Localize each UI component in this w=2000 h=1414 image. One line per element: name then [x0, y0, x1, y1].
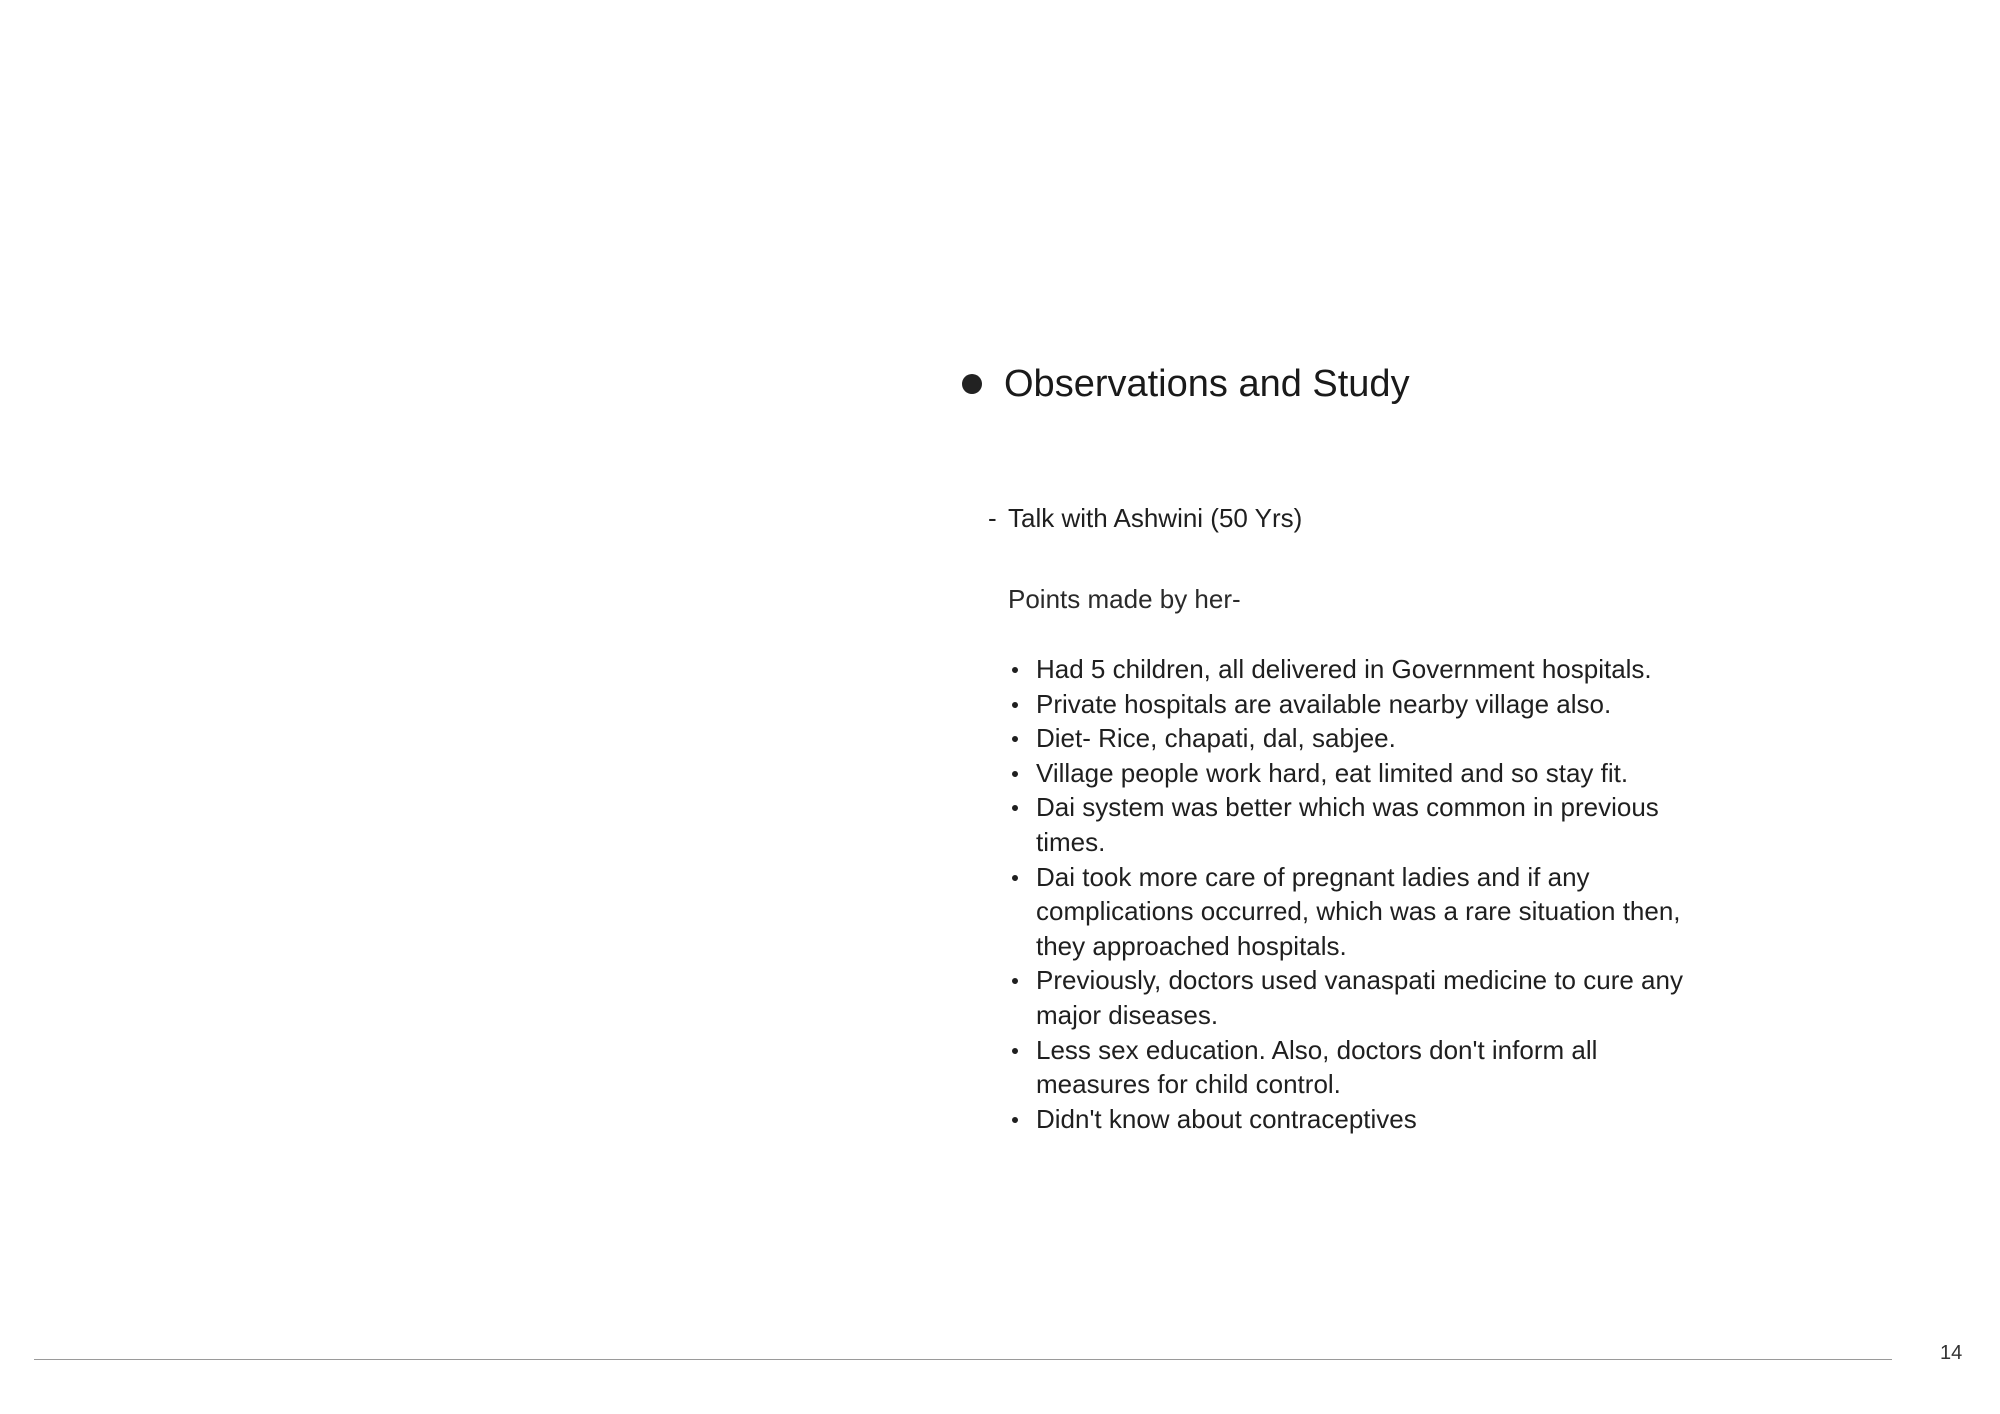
- bullet-icon: [1008, 790, 1036, 859]
- list-item-text: Dai took more care of pregnant ladies and if any complications occurred, which was a rare situation then, they approached hospitals.: [1036, 861, 1681, 961]
- list-item: [1008, 963, 1708, 1032]
- bullet-icon: [1008, 687, 1036, 722]
- list-item-text: Less sex education. Also, doctors don't inform all measures for child control.: [1036, 1034, 1598, 1100]
- list-item: [1008, 687, 1708, 722]
- list-item: [1008, 756, 1708, 791]
- list-item-text: Didn't know about contraceptives: [1036, 1103, 1417, 1134]
- footer-divider: [34, 1359, 1892, 1360]
- list-item: [1008, 1033, 1708, 1102]
- list-item-text: Previously, doctors used vanaspati medicine to cure any major diseases.: [1036, 965, 1683, 1030]
- list-item: [1008, 721, 1708, 756]
- bullet-icon: [1008, 756, 1036, 791]
- list-item-text: Village people work hard, eat limited and so stay fit.: [1036, 757, 1629, 788]
- list-item-text: Dai system was better which was common in previous times.: [1036, 792, 1659, 857]
- list-item-text: Private hospitals are available nearby village also.: [1036, 688, 1612, 719]
- subtopic-dash: -: [988, 503, 997, 533]
- points-list: [1008, 652, 1708, 1136]
- section-title: Observations and Study: [1004, 363, 1410, 405]
- list-item-text: Diet- Rice, chapati, dal, sabjee.: [1036, 723, 1396, 754]
- list-item-text: Had 5 children, all delivered in Government hospitals.: [1036, 654, 1652, 684]
- subtopic-label: Talk with Ashwini (50 Yrs): [1008, 503, 1303, 533]
- section-heading: [962, 360, 1410, 408]
- bullet-icon: [1008, 1102, 1036, 1137]
- bullet-icon: [1008, 652, 1036, 687]
- list-item: [1008, 1102, 1708, 1137]
- bullet-icon: [1008, 1033, 1036, 1102]
- heading-bullet-icon: [962, 374, 982, 394]
- list-item: [1008, 790, 1708, 859]
- points-intro: Points made by her-: [1008, 584, 1241, 614]
- bullet-icon: [1008, 721, 1036, 756]
- bullet-icon: [1008, 963, 1036, 1032]
- bullet-icon: [1008, 860, 1036, 964]
- list-item: [1008, 860, 1708, 964]
- page-number: 14: [1940, 1342, 1963, 1364]
- list-item: [1008, 652, 1708, 687]
- subtopic-line: [988, 501, 1302, 535]
